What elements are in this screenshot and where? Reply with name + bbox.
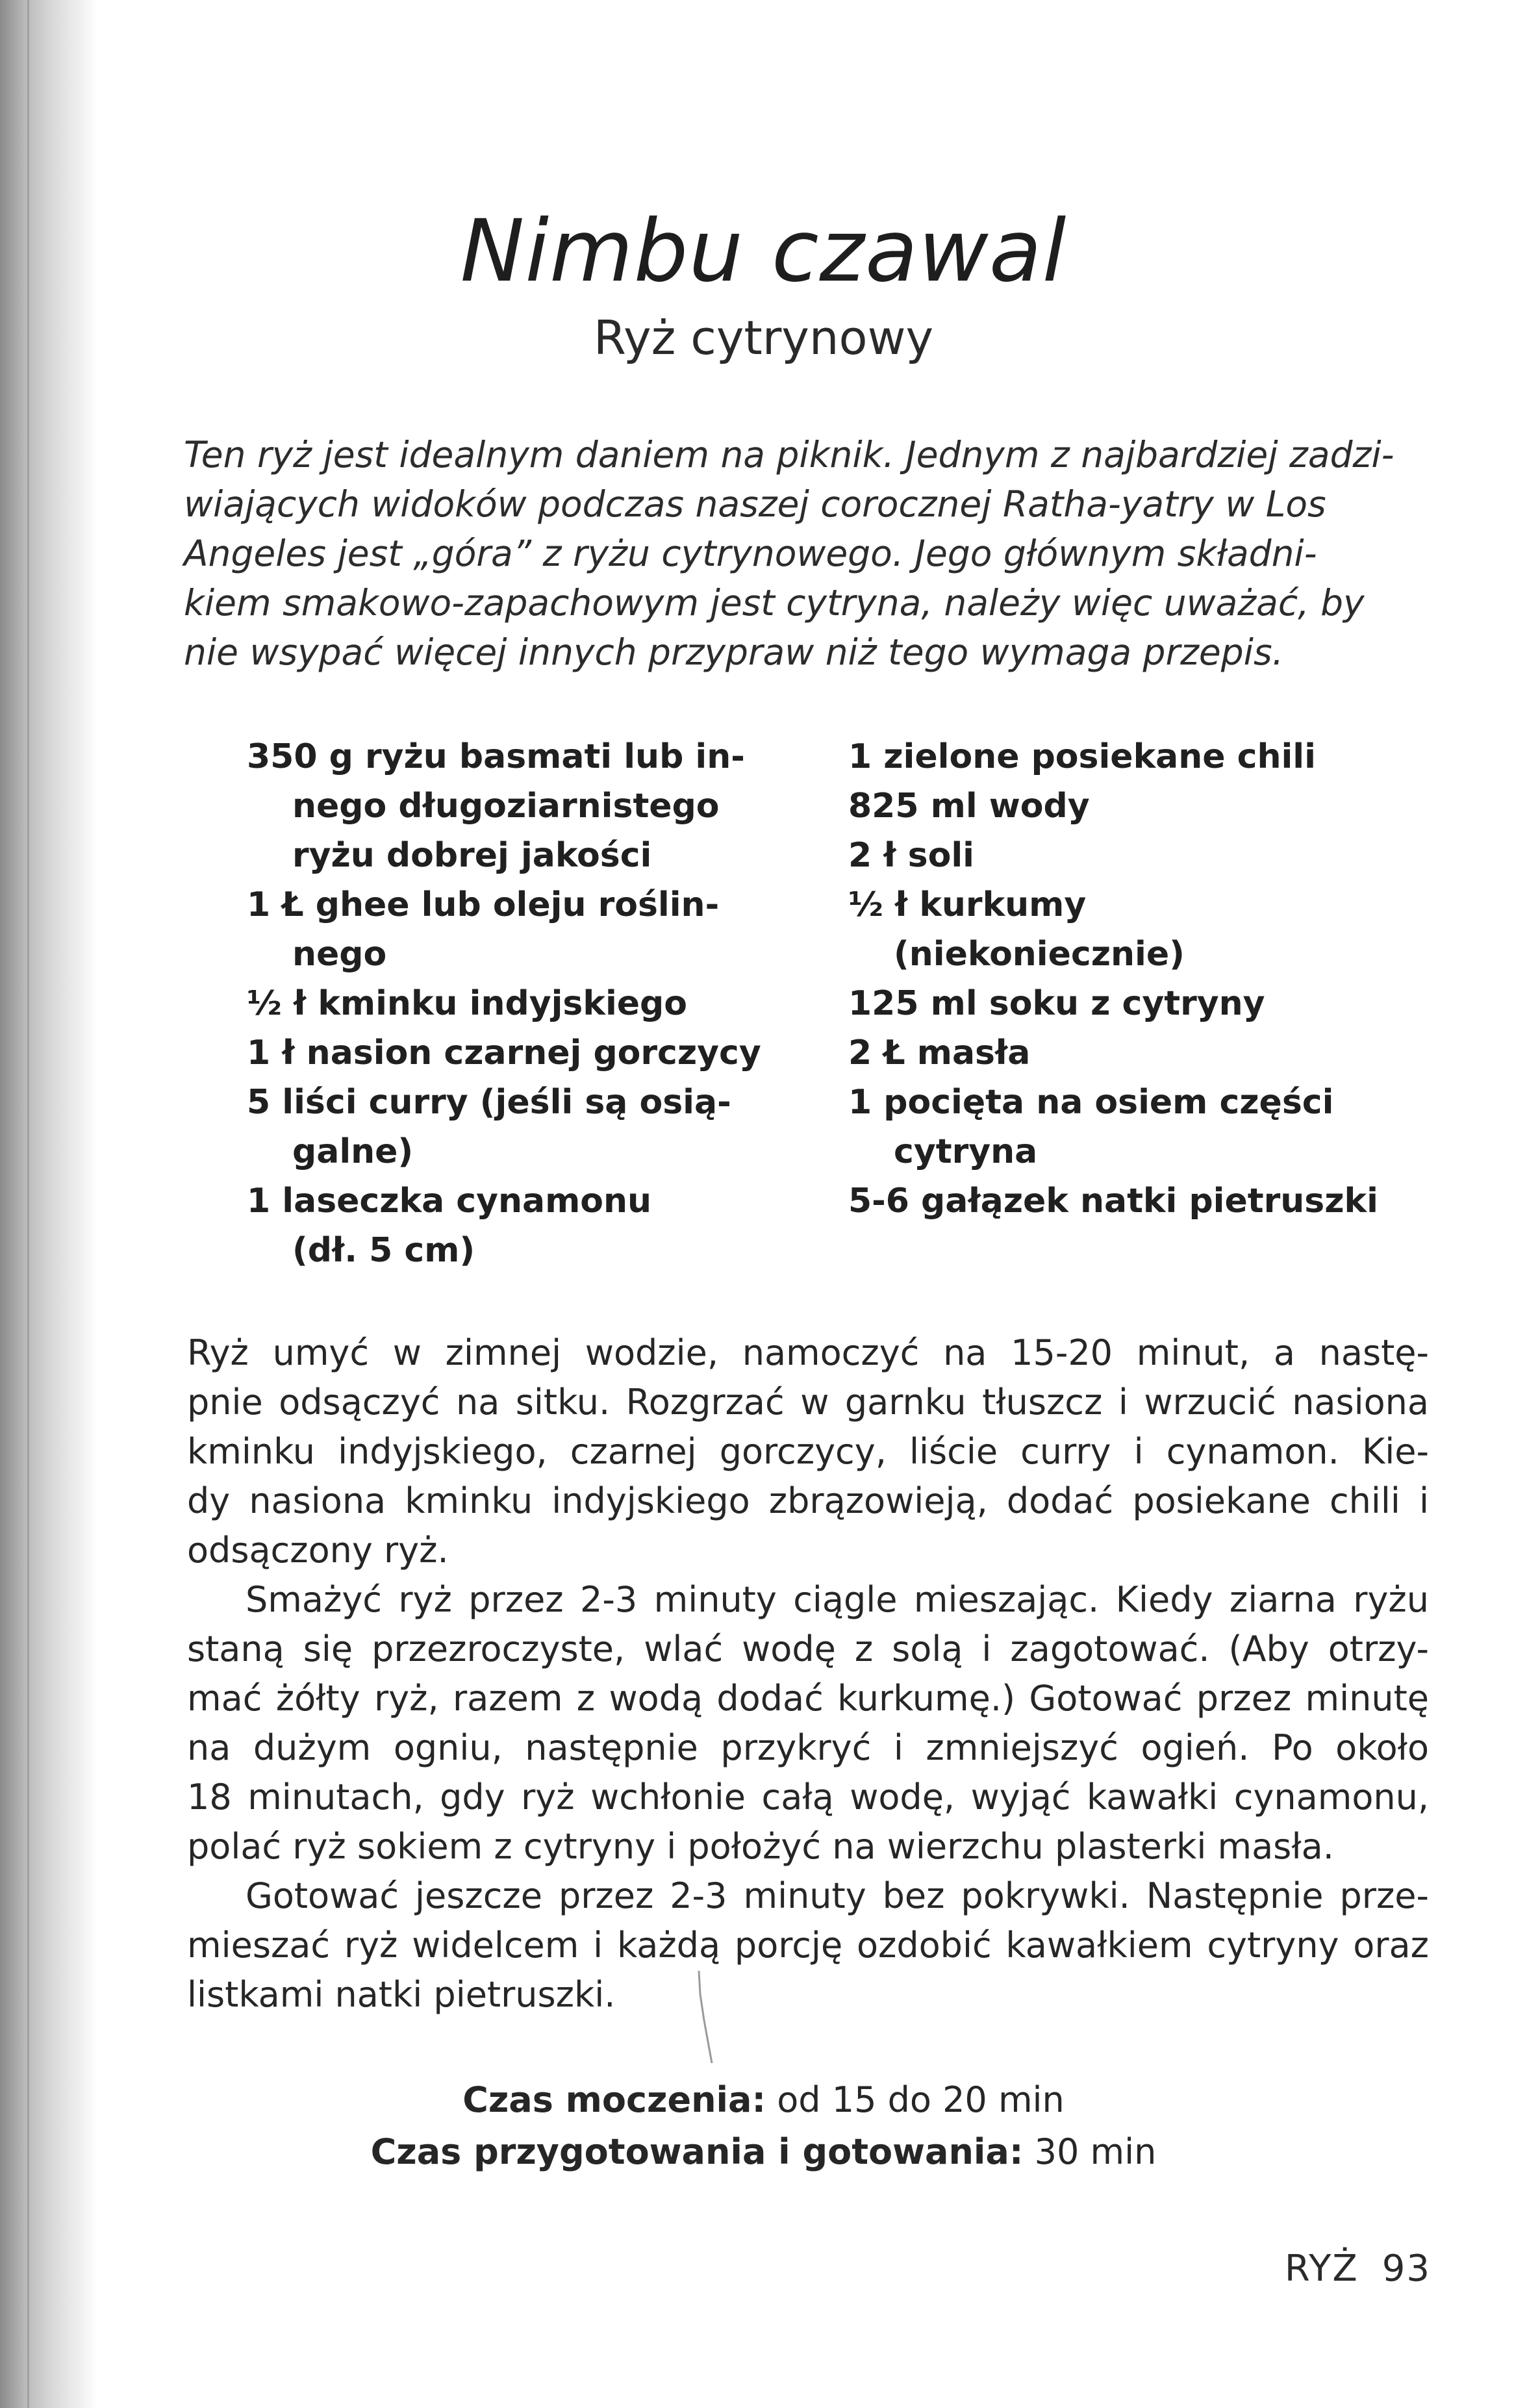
ingredient-line: 1 zielone posiekane chili — [848, 737, 1316, 776]
ingredient-line: ryżu dobrej jakości — [292, 836, 652, 875]
page-footer — [1285, 2248, 1431, 2290]
page-number: 93 — [1382, 2248, 1431, 2290]
method-text — [187, 1328, 1429, 2020]
ingredient-line: 2 ł soli — [848, 836, 975, 875]
ingredient-line: ½ ł kurkumy — [848, 885, 1087, 924]
intro-line: wiających widoków podczas naszej corocznej Ratha-yatry w Los — [184, 483, 1326, 525]
method-line: staną się przezroczyste, wlać wodę z solą i zagotować. (Aby otrzy- — [187, 1629, 1429, 1669]
method-line: pnie odsączyć na sitku. Rozgrzać w garnku tłuszcz i wrzucić nasiona — [187, 1382, 1429, 1423]
ingredient-line: galne) — [292, 1132, 414, 1171]
ingredient-line: 1 ł nasion czarnej gorczycy — [247, 1033, 761, 1072]
method-line: Smażyć ryż przez 2-3 minuty ciągle mieszając. Kiedy ziarna ryżu — [246, 1579, 1429, 1620]
prep-time-label: Czas przygotowania i gotowania: — [370, 2131, 1024, 2172]
ingredient-line: 1 pocięta na osiem części — [848, 1083, 1334, 1122]
intro-line: Ten ryż jest idealnym daniem na piknik. Jednym z najbardziej zadzi- — [184, 434, 1394, 475]
ingredients-left-column — [247, 732, 818, 1275]
method-line: listkami natki pietruszki. — [187, 1974, 616, 2015]
method-line: Gotować jeszcze przez 2-3 minuty bez pokrywki. Następnie prze- — [246, 1875, 1429, 1916]
prep-time-value: 30 min — [1023, 2131, 1157, 2172]
soak-time-row — [0, 2074, 1527, 2126]
ingredient-line: 825 ml wody — [848, 787, 1090, 826]
ingredient-line: 5-6 gałązek natki pietruszki — [848, 1182, 1378, 1221]
method-line: kminku indyjskiego, czarnej gorczycy, liście curry i cynamon. Kie- — [187, 1431, 1429, 1472]
ingredient-line: 350 g ryżu basmati lub in- — [247, 737, 745, 776]
ingredient-line: 5 liści curry (jeśli są osią- — [247, 1083, 731, 1122]
ingredient-line: cytryna — [894, 1132, 1038, 1171]
method-line: 18 minutach, gdy ryż wchłonie całą wodę, wyjąć kawałki cynamonu, — [187, 1777, 1429, 1818]
pencil-mark — [695, 1968, 721, 2066]
intro-paragraph — [184, 430, 1434, 677]
method-line: polać ryż sokiem z cytryny i położyć na wierzchu plasterki masła. — [187, 1826, 1334, 1867]
method-line: odsączony ryż. — [187, 1530, 449, 1571]
method-line: na dużym ogniu, następnie przykryć i zmniejszyć ogień. Po około — [187, 1727, 1429, 1768]
intro-line: nie wsypać więcej innych przypraw niż tego wymaga przepis. — [184, 631, 1284, 673]
ingredient-line: nego — [292, 935, 387, 974]
ingredients-right-column — [848, 732, 1433, 1226]
soak-time-label: Czas moczenia: — [462, 2079, 766, 2120]
ingredient-line: 2 Ł masła — [848, 1033, 1031, 1072]
method-line: mieszać ryż widelcem i każdą porcję ozdobić kawałkiem cytryny oraz — [187, 1925, 1429, 1966]
soak-time-value: od 15 do 20 min — [766, 2079, 1065, 2120]
ingredient-line: nego długoziarnistego — [292, 787, 720, 826]
intro-line: Angeles jest „góra” z ryżu cytrynowego. Jego głównym składni- — [184, 533, 1317, 574]
ingredient-line: 125 ml soku z cytryny — [848, 984, 1265, 1023]
method-line: dy nasiona kminku indyjskiego zbrązowieją, dodać posiekane chili i — [187, 1480, 1429, 1521]
recipe-title: Nimbu czawal — [460, 201, 1067, 301]
method-line: mać żółty ryż, razem z wodą dodać kurkumę.) Gotować przez minutę — [187, 1678, 1429, 1719]
intro-line: kiem smakowo-zapachowym jest cytryna, należy więc uważać, by — [184, 582, 1365, 624]
recipe-subtitle: Ryż cytrynowy — [593, 311, 934, 365]
ingredient-line: (niekoniecznie) — [894, 935, 1185, 974]
method-line: Ryż umyć w zimnej wodzie, namoczyć na 15-20 minut, a nastę- — [187, 1332, 1429, 1373]
ingredient-line: 1 laseczka cynamonu — [247, 1182, 652, 1221]
ingredient-line: ½ ł kminku indyjskiego — [247, 984, 688, 1023]
section-name: RYŻ — [1284, 2248, 1359, 2290]
timing-info — [0, 2074, 1527, 2178]
ingredient-line: 1 Ł ghee lub oleju roślin- — [247, 885, 720, 924]
ingredient-line: (dł. 5 cm) — [292, 1231, 475, 1270]
prep-time-row — [0, 2126, 1527, 2178]
